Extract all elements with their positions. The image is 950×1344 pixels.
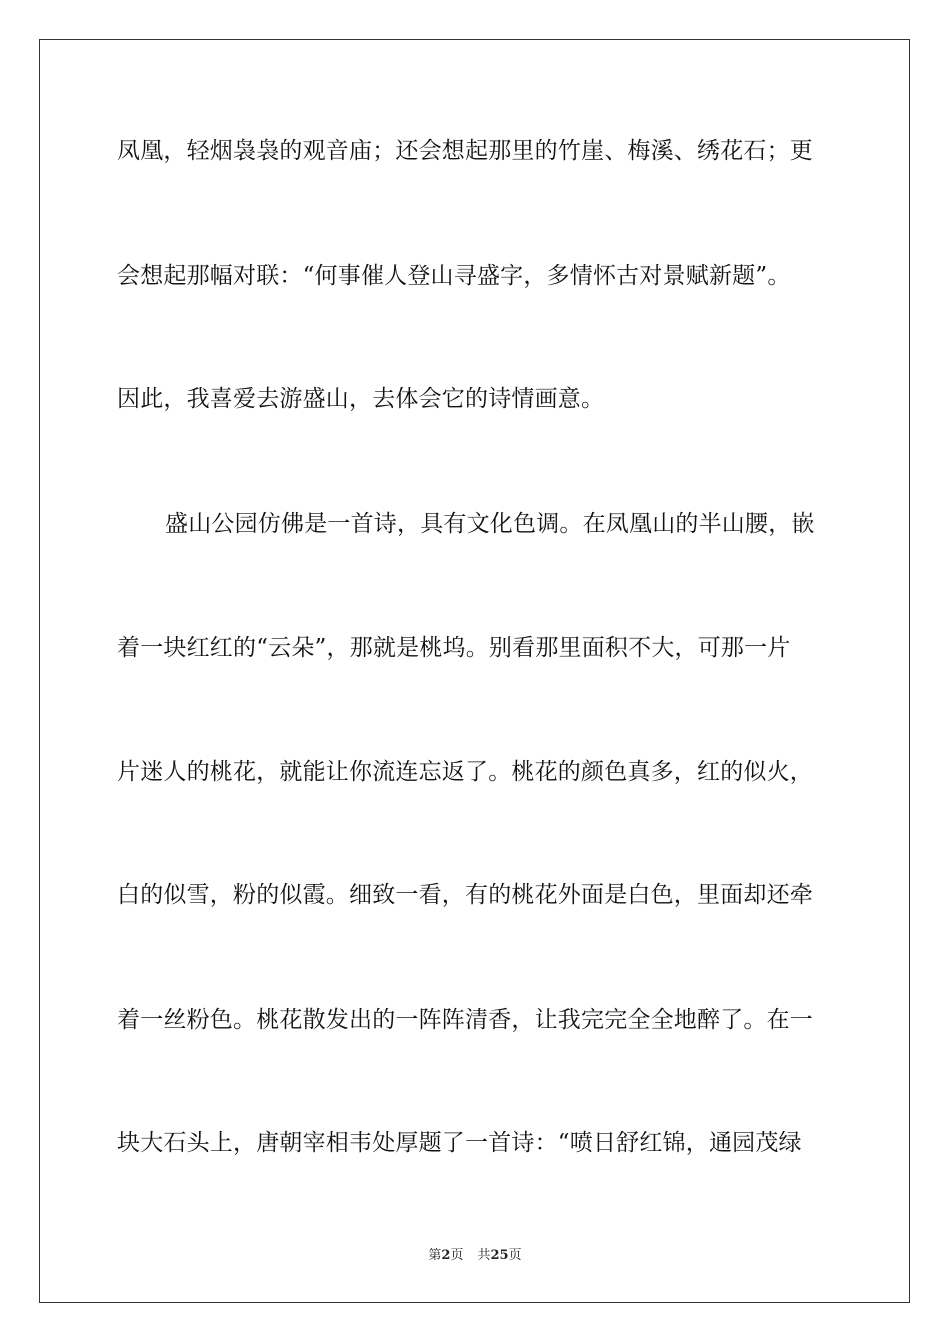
paragraph-line: 片迷人的桃花，就能让你流连忘返了。桃花的颜色真多，红的似火， bbox=[117, 759, 813, 785]
paragraph-line: 块大石头上，唐朝宰相韦处厚题了一首诗：“喷日舒红锦，通园茂绿 bbox=[117, 1130, 802, 1156]
total-pages-number: 25 bbox=[490, 1248, 509, 1263]
paragraph-line: 着一丝粉色。桃花散发出的一阵阵清香，让我完完全全地醉了。在一 bbox=[117, 1007, 813, 1033]
paragraph-line: 白的似雪，粉的似霞。细致一看，有的桃花外面是白色，里面却还牵 bbox=[117, 882, 813, 908]
paragraph-line: 会想起那幅对联：“何事催人登山寻盛字，多情怀古对景赋新题”。 bbox=[117, 263, 791, 289]
paragraph-line: 凤凰，轻烟袅袅的观音庙；还会想起那里的竹崖、梅溪、绣花石；更 bbox=[117, 138, 813, 164]
current-page-number: 2 bbox=[441, 1248, 451, 1263]
footer-total-prefix: 共 bbox=[477, 1248, 491, 1263]
page-border bbox=[39, 39, 910, 1303]
paragraph-line-indented: 盛山公园仿佛是一首诗，具有文化色调。在凤凰山的半山腰，嵌 bbox=[165, 511, 815, 537]
paragraph-line: 着一块红红的“云朵”，那就是桃坞。别看那里面积不大，可那一片 bbox=[117, 635, 791, 661]
paragraph-line: 因此，我喜爱去游盛山，去体会它的诗情画意。 bbox=[117, 386, 605, 412]
footer-total-suffix: 页 bbox=[508, 1248, 522, 1263]
page-footer bbox=[0, 1247, 950, 1265]
footer-prefix: 第 bbox=[428, 1248, 442, 1263]
footer-page-suffix: 页 bbox=[450, 1248, 464, 1263]
